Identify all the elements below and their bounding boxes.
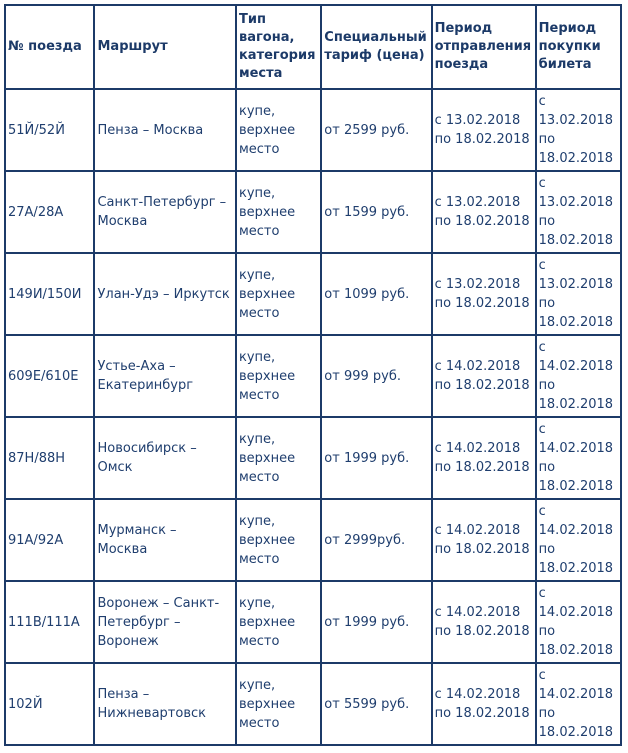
header-departure-line: отправления: [434, 39, 532, 54]
cell-departure-period-line: с 13.02.2018: [434, 113, 521, 128]
cell-purchase-period-line: по: [538, 706, 556, 721]
header-car-line: категория: [238, 48, 316, 63]
table-row: [5, 253, 621, 335]
cell-purchase-period-line: 18.02.2018: [538, 561, 614, 576]
header-train-number: № поезда: [5, 5, 94, 89]
cell-car-type-line: купе,: [238, 185, 276, 201]
cell-departure-period: [432, 581, 536, 663]
cell-purchase-period-line: 13.02.2018: [538, 113, 614, 128]
table-row: [5, 581, 621, 663]
cell-car-type-line: место: [238, 469, 280, 485]
cell-route: [94, 335, 236, 417]
cell-departure-period-line: по 18.02.2018: [434, 624, 530, 639]
table-row: [5, 335, 621, 417]
cell-departure-period-line: с 14.02.2018: [434, 605, 521, 620]
header-car-line: вагона,: [238, 30, 295, 45]
cell-car-type-line: верхнее: [238, 204, 296, 220]
cell-departure-period-line: по 18.02.2018: [434, 378, 530, 393]
cell-car-type-line: место: [238, 633, 280, 649]
cell-purchase-period-line: с: [538, 586, 546, 601]
cell-departure-period-line: по 18.02.2018: [434, 460, 530, 475]
cell-train-number: 111В/111А: [5, 581, 94, 663]
cell-purchase-period-line: 14.02.2018: [538, 687, 614, 702]
cell-purchase-period: [536, 499, 621, 581]
cell-route-line: Устье-Аха –: [97, 359, 176, 374]
cell-departure-period-line: по 18.02.2018: [434, 214, 530, 229]
cell-special-price: от 999 руб.: [321, 335, 431, 417]
cell-car-type-line: верхнее: [238, 696, 296, 712]
cell-departure-period-line: по 18.02.2018: [434, 296, 530, 311]
cell-departure-period: [432, 253, 536, 335]
cell-purchase-period-line: 18.02.2018: [538, 397, 614, 412]
cell-departure-period: [432, 171, 536, 253]
cell-car-type-line: верхнее: [238, 450, 296, 466]
cell-purchase-period-line: с: [538, 340, 546, 355]
cell-car-type-line: верхнее: [238, 368, 296, 384]
cell-car-type: [236, 417, 321, 499]
cell-departure-period: [432, 499, 536, 581]
cell-route: [94, 663, 236, 745]
cell-train-number: 51Й/52Й: [5, 89, 94, 171]
cell-purchase-period-line: с: [538, 176, 546, 191]
cell-car-type-line: купе,: [238, 595, 276, 611]
cell-route-line: Нижневартовск: [97, 706, 206, 721]
cell-purchase-period-line: по: [538, 542, 556, 557]
cell-purchase-period-line: с: [538, 258, 546, 273]
header-price-line: тариф (цена): [324, 48, 425, 63]
cell-car-type-line: купе,: [238, 513, 276, 529]
table-row: [5, 499, 621, 581]
cell-purchase-period-line: с: [538, 94, 546, 109]
cell-purchase-period-line: 14.02.2018: [538, 523, 614, 538]
cell-car-type-line: место: [238, 141, 280, 157]
cell-car-type: [236, 581, 321, 663]
cell-departure-period: [432, 663, 536, 745]
cell-car-type: [236, 171, 321, 253]
table-row: [5, 89, 621, 171]
cell-route: [94, 417, 236, 499]
cell-purchase-period-line: по: [538, 460, 556, 475]
cell-train-number: 149И/150И: [5, 253, 94, 335]
cell-purchase-period-line: по: [538, 378, 556, 393]
cell-purchase-period-line: 18.02.2018: [538, 151, 614, 166]
cell-purchase-period-line: 18.02.2018: [538, 643, 614, 658]
header-departure-line: Период: [434, 21, 493, 36]
cell-purchase-period: [536, 89, 621, 171]
cell-car-type-line: купе,: [238, 103, 276, 119]
cell-route-line: Петербург –: [97, 614, 181, 630]
cell-purchase-period-line: 18.02.2018: [538, 479, 614, 494]
cell-departure-period-line: по 18.02.2018: [434, 132, 530, 147]
cell-departure-period-line: с 14.02.2018: [434, 441, 521, 456]
cell-route-line: Омск: [97, 460, 133, 475]
cell-car-type: [236, 335, 321, 417]
cell-route-line: Санкт-Петербург –: [97, 195, 227, 210]
cell-car-type-line: место: [238, 305, 280, 321]
cell-purchase-period-line: 14.02.2018: [538, 441, 614, 456]
cell-purchase-period-line: по: [538, 214, 556, 229]
cell-purchase-period-line: 14.02.2018: [538, 359, 614, 374]
cell-special-price: от 1999 руб.: [321, 417, 431, 499]
cell-train-number: 102Й: [5, 663, 94, 745]
cell-route-line: Воронеж: [97, 633, 159, 649]
cell-route-line: Москва: [97, 542, 148, 557]
cell-purchase-period: [536, 663, 621, 745]
cell-train-number: 609Е/610Е: [5, 335, 94, 417]
cell-route: [94, 89, 236, 171]
cell-purchase-period-line: 18.02.2018: [538, 233, 614, 248]
cell-car-type-line: купе,: [238, 349, 276, 365]
header-price-line: Специальный: [324, 30, 427, 45]
cell-route-line: Улан-Удэ – Иркутск: [97, 286, 230, 302]
cell-car-type-line: верхнее: [238, 122, 296, 138]
cell-departure-period-line: по 18.02.2018: [434, 706, 530, 721]
cell-purchase-period: [536, 581, 621, 663]
cell-car-type-line: верхнее: [238, 532, 296, 548]
cell-purchase-period-line: 13.02.2018: [538, 277, 614, 292]
cell-train-number: 91А/92А: [5, 499, 94, 581]
cell-departure-period-line: с 14.02.2018: [434, 523, 521, 538]
header-special-price: [321, 5, 431, 89]
cell-special-price: от 1099 руб.: [321, 253, 431, 335]
cell-departure-period-line: с 14.02.2018: [434, 359, 521, 374]
cell-car-type-line: купе,: [238, 267, 276, 283]
cell-car-type-line: верхнее: [238, 614, 296, 630]
cell-purchase-period-line: 13.02.2018: [538, 195, 614, 210]
cell-route: [94, 171, 236, 253]
table-row: [5, 171, 621, 253]
cell-route-line: Пенза – Москва: [97, 122, 204, 138]
cell-special-price: от 1599 руб.: [321, 171, 431, 253]
header-car-type: [236, 5, 321, 89]
table-body: [5, 89, 621, 745]
cell-route: [94, 253, 236, 335]
cell-car-type-line: место: [238, 387, 280, 403]
cell-departure-period: [432, 417, 536, 499]
header-purchase-line: Период: [538, 21, 597, 36]
cell-departure-period-line: по 18.02.2018: [434, 542, 530, 557]
cell-special-price: от 2599 руб.: [321, 89, 431, 171]
cell-departure-period-line: с 13.02.2018: [434, 195, 521, 210]
cell-purchase-period: [536, 335, 621, 417]
cell-purchase-period-line: с: [538, 504, 546, 519]
cell-car-type-line: верхнее: [238, 286, 296, 302]
cell-departure-period-line: с 13.02.2018: [434, 277, 521, 292]
cell-route: [94, 499, 236, 581]
cell-special-price: от 5599 руб.: [321, 663, 431, 745]
cell-purchase-period-line: 14.02.2018: [538, 605, 614, 620]
cell-car-type: [236, 663, 321, 745]
cell-route-line: Воронеж – Санкт-: [97, 595, 220, 611]
table-row: [5, 417, 621, 499]
cell-purchase-period-line: 18.02.2018: [538, 725, 614, 740]
cell-purchase-period-line: с: [538, 668, 546, 683]
cell-car-type-line: место: [238, 715, 280, 731]
cell-car-type-line: купе,: [238, 431, 276, 447]
cell-route-line: Москва: [97, 214, 148, 229]
cell-departure-period: [432, 335, 536, 417]
header-purchase-line: покупки: [538, 39, 601, 54]
header-purchase-period: [536, 5, 621, 89]
cell-car-type: [236, 253, 321, 335]
cell-purchase-period: [536, 253, 621, 335]
cell-car-type-line: место: [238, 223, 280, 239]
cell-car-type-line: место: [238, 551, 280, 567]
header-car-line: Тип: [238, 12, 266, 27]
cell-purchase-period: [536, 171, 621, 253]
header-departure-line: поезда: [434, 57, 489, 72]
cell-car-type: [236, 89, 321, 171]
cell-route-line: Екатеринбург: [97, 378, 194, 393]
cell-train-number: 27А/28А: [5, 171, 94, 253]
cell-car-type-line: купе,: [238, 677, 276, 693]
table-header-row: [5, 5, 621, 89]
cell-purchase-period-line: по: [538, 296, 556, 311]
header-route: Маршрут: [94, 5, 236, 89]
cell-purchase-period-line: с: [538, 422, 546, 437]
header-car-line: места: [238, 66, 283, 81]
tariff-table: [4, 4, 622, 746]
cell-purchase-period-line: по: [538, 624, 556, 639]
cell-purchase-period-line: 18.02.2018: [538, 315, 614, 330]
cell-route-line: Новосибирск –: [97, 441, 197, 456]
cell-purchase-period-line: по: [538, 132, 556, 147]
cell-route-line: Пенза –: [97, 687, 150, 702]
table-row: [5, 663, 621, 745]
cell-train-number: 87Н/88Н: [5, 417, 94, 499]
cell-departure-period: [432, 89, 536, 171]
cell-car-type: [236, 499, 321, 581]
cell-purchase-period: [536, 417, 621, 499]
cell-departure-period-line: с 14.02.2018: [434, 687, 521, 702]
cell-route-line: Мурманск –: [97, 523, 177, 538]
cell-route: [94, 581, 236, 663]
header-departure-period: [432, 5, 536, 89]
cell-special-price: от 2999руб.: [321, 499, 431, 581]
cell-special-price: от 1999 руб.: [321, 581, 431, 663]
header-purchase-line: билета: [538, 57, 592, 72]
